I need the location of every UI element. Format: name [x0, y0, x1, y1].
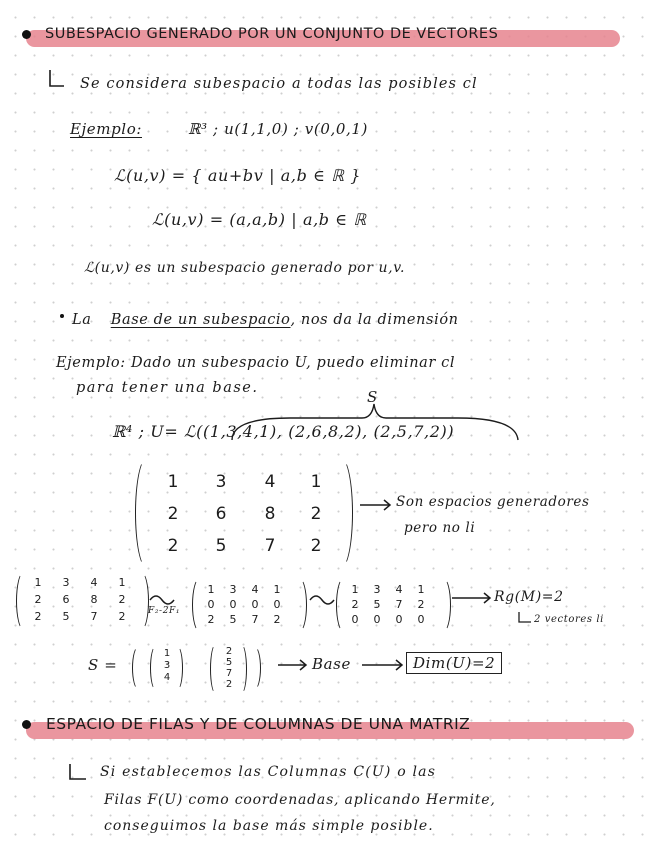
matrix-entry: 1 — [310, 472, 322, 492]
matrix-entry: 5 — [229, 613, 237, 626]
rank-value: Rg(M)=2 — [494, 589, 564, 605]
matrix-entry: 1 — [273, 583, 281, 596]
right-paren — [134, 572, 149, 630]
ejemplo2-line1: Ejemplo: Dado un subespacio U, puedo eliminar cl — [56, 355, 456, 371]
section2-line1: Si establecemos las Columnas C(U) o las — [100, 764, 437, 780]
matrix-entry: 1 — [417, 583, 425, 596]
right-paren — [236, 644, 247, 694]
arrow-icon — [70, 764, 86, 779]
matrix-entry: 2 — [118, 610, 126, 623]
matrix-entry: 1 — [34, 576, 42, 589]
arrow-icon — [362, 660, 402, 670]
section-heading: SUBESPACIO GENERADO POR UN CONJUNTO DE VECTORES — [45, 26, 499, 42]
matrix-entry: 2 — [167, 536, 179, 556]
dimension-box: Dim(U)=2 — [406, 652, 502, 674]
matrix-entry: 6 — [62, 593, 70, 606]
subspace-definition: ℝ⁴ ; U= ℒ((1,3,4,1), (2,6,8,2), (2,5,7,2)) — [112, 422, 455, 441]
matrix-entry: 5 — [373, 598, 381, 611]
matrix-entry: 4 — [395, 583, 403, 596]
brace-label: S — [367, 388, 378, 406]
generators-note-2: pero no li — [404, 520, 476, 536]
reduction-matrix-1 — [24, 574, 136, 625]
rank-note: 2 vectores li — [534, 614, 604, 625]
matrix-entry: 0 — [417, 613, 425, 626]
matrix-entry: 0 — [229, 598, 237, 611]
matrix-entry: 4 — [90, 576, 98, 589]
right-paren — [292, 578, 307, 632]
right-paren — [248, 646, 261, 690]
section-heading: ESPACIO DE FILAS Y DE COLUMNAS DE UNA MATRIZ — [46, 715, 471, 733]
vector-entry: 4 — [163, 672, 171, 683]
right-paren — [436, 578, 451, 632]
span-sentence: ℒ(u,v) es un subespacio generado por u,v. — [84, 260, 406, 276]
arrow-icon — [50, 70, 64, 86]
vector-entry: 1 — [163, 648, 171, 659]
basis-label: Base — [312, 655, 351, 673]
generators-note-1: Son espacios generadores — [396, 494, 590, 510]
base-term: Base de un subespacio — [110, 312, 291, 328]
matrix-entry: 1 — [351, 583, 359, 596]
basis-vector-2 — [222, 646, 236, 690]
left-paren — [132, 646, 145, 690]
arrow-icon — [360, 500, 390, 510]
matrix-entry: 2 — [167, 504, 179, 524]
matrix-entry: 3 — [62, 576, 70, 589]
matrix-entry: 0 — [373, 613, 381, 626]
intro-text: Se considera subespacio a todas las posibles cl — [80, 76, 478, 92]
vector-entry: 5 — [225, 657, 233, 668]
matrix-entry: 8 — [90, 593, 98, 606]
matrix-entry: 3 — [229, 583, 237, 596]
matrix-entry: 1 — [167, 472, 179, 492]
right-paren — [330, 458, 353, 568]
ejemplo2-line2: para tener una base. — [76, 380, 259, 396]
base-intro-suffix: , nos da la dimensión — [290, 312, 459, 328]
reduction-matrix-2 — [200, 582, 288, 627]
bullet-icon — [22, 720, 31, 729]
matrix-entry: 5 — [62, 610, 70, 623]
matrix-entry: 6 — [215, 504, 227, 524]
matrix-entry: 0 — [395, 613, 403, 626]
matrix-entry: 2 — [351, 598, 359, 611]
matrix-entry: 0 — [273, 598, 281, 611]
big-matrix — [150, 466, 338, 562]
right-paren — [172, 646, 183, 690]
matrix-entry: 0 — [207, 598, 215, 611]
basis-prefix: S = — [88, 656, 118, 674]
vector-entry: 2 — [225, 679, 233, 690]
arrow-icon — [278, 660, 306, 670]
matrix-entry: 7 — [395, 598, 403, 611]
span-result: ℒ(u,v) = (a,a,b) | a,b ∈ ℝ — [152, 210, 367, 229]
matrix-entry: 0 — [251, 598, 259, 611]
matrix-entry: 2 — [273, 613, 281, 626]
matrix-entry: 1 — [118, 576, 126, 589]
matrix-entry: 7 — [251, 613, 259, 626]
bullet-icon — [60, 314, 64, 318]
arrow-icon — [519, 612, 531, 622]
vector-entry: 2 — [225, 646, 233, 657]
matrix-entry: 2 — [207, 613, 215, 626]
section2-line2: Filas F(U) como coordenadas, aplicando Hermite, — [104, 792, 496, 808]
matrix-entry: 4 — [251, 583, 259, 596]
left-paren — [210, 644, 221, 694]
matrix-entry: 2 — [34, 610, 42, 623]
matrix-entry: 8 — [264, 504, 276, 524]
section2-line3: conseguimos la base más simple posible. — [104, 818, 434, 834]
row-operation: F₂-2F₁ — [148, 606, 181, 616]
tilde-icon — [310, 596, 334, 604]
matrix-entry: 2 — [310, 536, 322, 556]
matrix-entry: 2 — [310, 504, 322, 524]
matrix-entry: 3 — [215, 472, 227, 492]
matrix-entry: 2 — [417, 598, 425, 611]
matrix-entry: 7 — [264, 536, 276, 556]
tilde-icon — [150, 596, 174, 604]
matrix-entry: 7 — [90, 610, 98, 623]
ejemplo-label: Ejemplo: — [70, 120, 142, 138]
matrix-entry: 5 — [215, 536, 227, 556]
base-intro — [72, 312, 459, 328]
arrow-icon — [452, 593, 490, 603]
matrix-entry: 1 — [207, 583, 215, 596]
matrix-entry: 0 — [351, 613, 359, 626]
span-definition: ℒ(u,v) = { au+bv | a,b ∈ ℝ } — [114, 166, 361, 185]
matrix-entry: 2 — [118, 593, 126, 606]
vector-entry: 3 — [163, 660, 171, 671]
base-intro-prefix: La — [72, 312, 92, 328]
matrix-entry: 2 — [34, 593, 42, 606]
ejemplo-vectors: ℝ³ ; u(1,1,0) ; v(0,0,1) — [188, 120, 368, 138]
matrix-entry: 3 — [373, 583, 381, 596]
reduction-matrix-3 — [344, 582, 432, 627]
vector-entry: 7 — [225, 668, 233, 679]
matrix-entry: 4 — [264, 472, 276, 492]
